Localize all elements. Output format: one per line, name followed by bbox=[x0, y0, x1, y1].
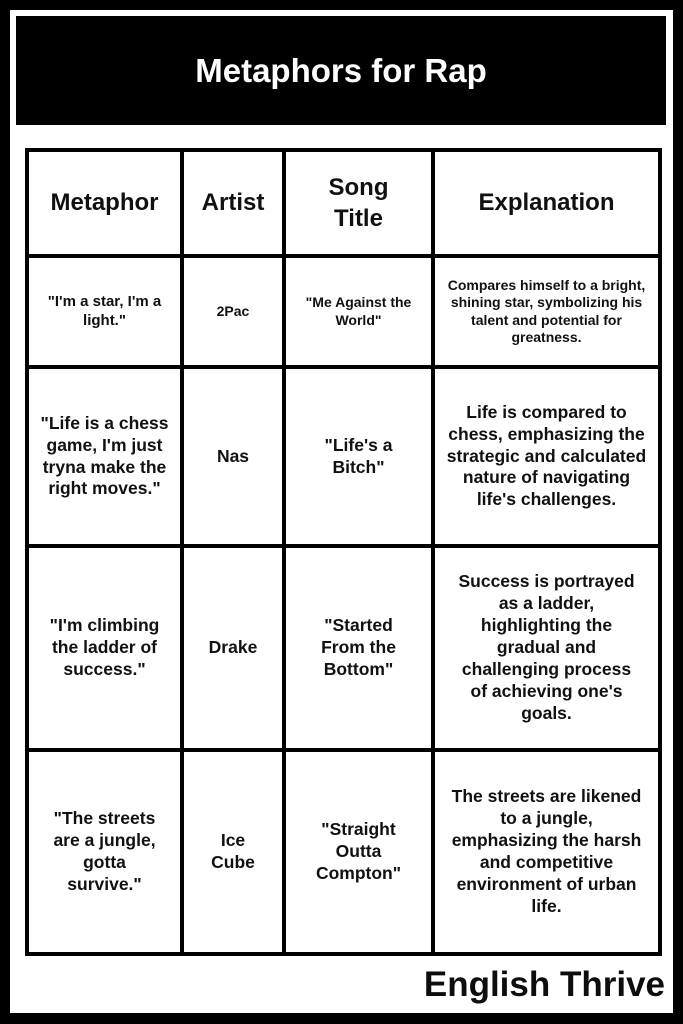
table-row bbox=[27, 750, 660, 954]
cell-artist: Nas bbox=[182, 367, 284, 546]
page-card bbox=[10, 10, 673, 1013]
cell-metaphor: "Life is a chess game, I'm just tryna make the right moves." bbox=[27, 367, 182, 546]
brand-watermark: English Thrive bbox=[423, 965, 665, 1004]
cell-artist: Ice Cube bbox=[182, 750, 284, 954]
header-artist: Artist bbox=[182, 150, 284, 256]
cell-explanation: Compares himself to a bright, shining star, symbolizing his talent and potential for greatness. bbox=[433, 256, 660, 367]
cell-artist: Drake bbox=[182, 546, 284, 750]
metaphor-table bbox=[25, 148, 662, 956]
cell-metaphor: "I'm climbing the ladder of success." bbox=[27, 546, 182, 750]
cell-artist: 2Pac bbox=[182, 256, 284, 367]
cell-explanation: Life is compared to chess, emphasizing the strategic and calculated nature of navigating life's challenges. bbox=[433, 367, 660, 546]
header-explanation: Explanation bbox=[433, 150, 660, 256]
header-song-title-label: Song Title bbox=[328, 173, 389, 232]
cell-metaphor: "The streets are a jungle, gotta survive." bbox=[27, 750, 182, 954]
cell-explanation: Success is portrayed as a ladder, highlighting the gradual and challenging process of achieving one's goals. bbox=[433, 546, 660, 750]
table-row bbox=[27, 546, 660, 750]
title-banner bbox=[16, 16, 666, 125]
page-title: Metaphors for Rap bbox=[195, 51, 487, 89]
cell-song-title: "Me Against the World" bbox=[284, 256, 433, 367]
table-row bbox=[27, 256, 660, 367]
cell-song-title: "Started From the Bottom" bbox=[284, 546, 433, 750]
table-header-row bbox=[27, 150, 660, 256]
cell-explanation: The streets are likened to a jungle, emphasizing the harsh and competitive environment of urban life. bbox=[433, 750, 660, 954]
cell-metaphor: "I'm a star, I'm a light." bbox=[27, 256, 182, 367]
header-metaphor: Metaphor bbox=[27, 150, 182, 256]
cell-song-title: "Life's a Bitch" bbox=[284, 367, 433, 546]
table-row bbox=[27, 367, 660, 546]
cell-song-title: "Straight Outta Compton" bbox=[284, 750, 433, 954]
header-song-title bbox=[284, 150, 433, 256]
